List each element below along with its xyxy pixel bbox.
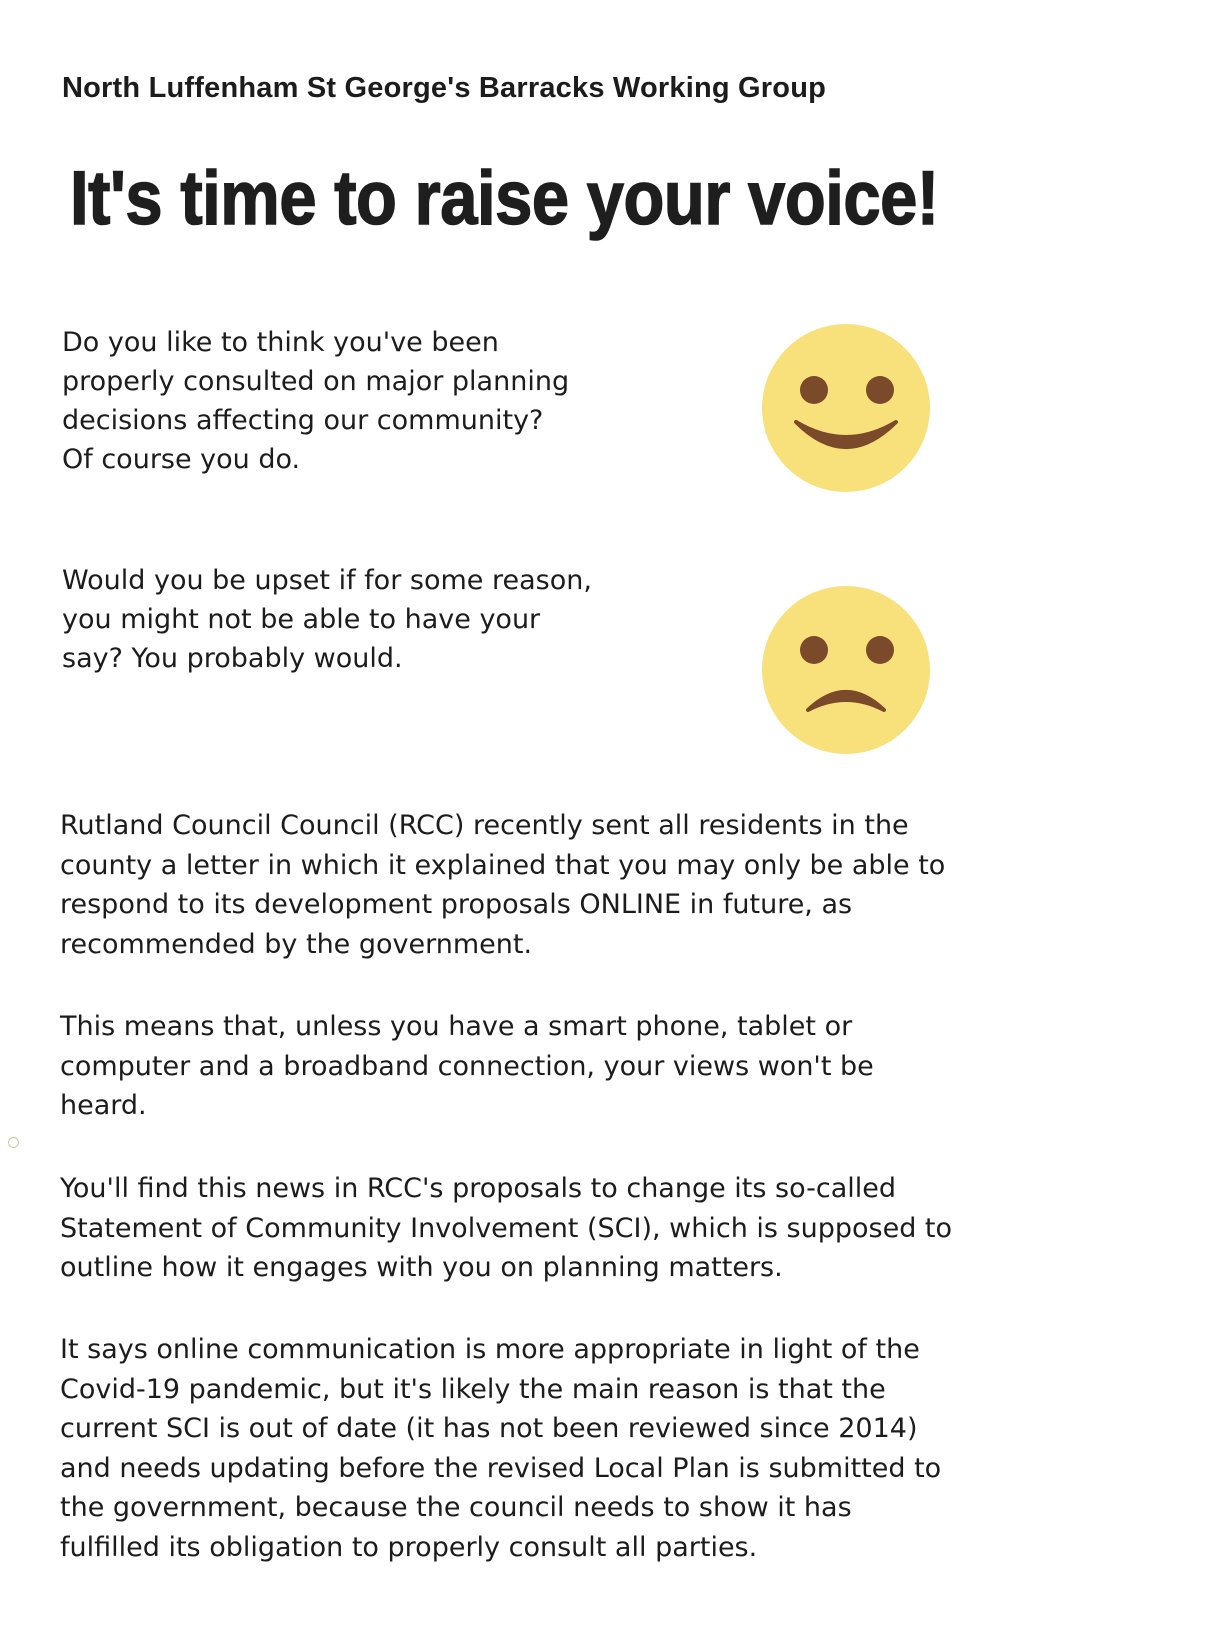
smiling-face-icon [760, 322, 932, 494]
question-line: properly consulted on major planning [62, 366, 570, 397]
paragraph-line: recommended by the government. [60, 928, 533, 960]
paragraph-line: outline how it engages with you on planning matters. [60, 1252, 783, 1283]
paragraph-line: the government, because the council needs to show it has [60, 1492, 852, 1523]
paragraph-line: fulfilled its obligation to properly consult all parties. [60, 1531, 758, 1563]
paragraph-rcc-letter [60, 806, 1140, 964]
paragraph-covid-reason [60, 1330, 1140, 1567]
paragraph-line: Statement of Community Involvement (SCI), which is supposed to [60, 1212, 953, 1244]
paragraph-line: heard. [60, 1090, 147, 1121]
paragraph-line: Covid-19 pandemic, but it's likely the main reason is that the [60, 1373, 886, 1405]
paragraph-line: This means that, unless you have a smart phone, tablet or [60, 1011, 853, 1042]
question-block-consulted [62, 323, 682, 479]
paragraph-line: Rutland Council Council (RCC) recently sent all residents in the [60, 810, 909, 841]
question-line: Do you like to think you've been [62, 327, 499, 358]
question-line: you might not be able to have your [62, 604, 541, 635]
paragraph-line: computer and a broadband connection, your views won't be [60, 1050, 874, 1082]
paragraph-line: current SCI is out of date (it has not been reviewed since 2014) [60, 1413, 918, 1444]
paragraph-line: county a letter in which it explained that you may only be able to [60, 849, 946, 881]
headline: It's time to raise your voice! [70, 156, 939, 241]
question-block-upset [62, 561, 682, 678]
paragraph-line: respond to its development proposals ONLINE in future, as [60, 889, 853, 920]
paragraph-line: and needs updating before the revised Local Plan is submitted to [60, 1452, 942, 1484]
question-line: Would you be upset if for some reason, [62, 565, 592, 596]
paragraph-line: It says online communication is more appropriate in light of the [60, 1334, 920, 1365]
question-line: Of course you do. [62, 444, 301, 475]
paragraph-online-only [60, 1007, 1140, 1126]
paragraph-line: You'll find this news in RCC's proposals to change its so-called [60, 1173, 897, 1204]
paragraph-sci-proposals [60, 1169, 1140, 1288]
question-line: decisions affecting our community? [62, 405, 544, 436]
organization-name: North Luffenham St George's Barracks Working Group [62, 72, 827, 104]
question-line: say? You probably would. [62, 643, 403, 674]
frowning-face-icon [760, 584, 932, 756]
scan-artifact [8, 1137, 19, 1148]
